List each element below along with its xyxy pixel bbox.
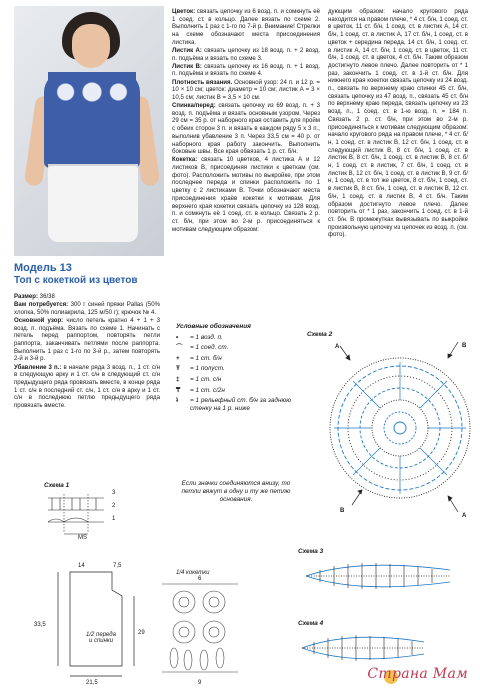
yoke-paragraph: Кокетка: связать 10 цветков, 4 листика А и 12 листиков В, присоединяя листики к цветкам (см. фото). Расположить мотивы по выкройке, при этом последнее переда и спинки расположить по 1 цветку с 2 листиками В. Точки обозначают места присоединения краёв кокетки к мотивам. Для верхнего края кокетки связать цепочку из 128 возд. п. и сомкнуть её 1 соед. ст. в кольцо. Связать 2 р. ст. б/н, при этом во 2-м р. присоединяться к мотивам следующим образом:: [172, 156, 320, 233]
treble-crochet-icon: ₸: [176, 386, 181, 394]
legend-row: • = 1 возд. п.: [176, 333, 223, 341]
slip-stitch-icon: ⌒: [176, 344, 183, 352]
yoke-quarter-diagram: [160, 580, 246, 675]
symbol-legend: [176, 323, 296, 415]
yoke-top-dim: 6: [198, 576, 202, 582]
legend-heading: Условные обозначения: [176, 323, 251, 330]
pattern-paragraph: Основной узор: число петель кратно 4 + 1 + 3 возд. п. подъёма. Вязать по схеме 1. Начинать с петель перед раппортом, повторять петли раппорта, заканчивать петлями после раппорта. Выполнить 1 раз с 1-го по 3-й р., затем повторять 2-й и 3-й р.: [14, 316, 160, 363]
text-column-3: [328, 8, 468, 239]
scheme-2-flower-diagram: [320, 340, 470, 520]
decrease-paragraph: Убавление 3 п.: в начале ряда 3 возд. п., 1 ст. с/н в следующую арку и 1 ст. с/н в следующий ст. с/н предыдущего ряда провязать вместе, в конце ряда 1 ст. с/н в последний ст. с/н, 1 ст. с/н в арку и 1 ст. с/н в последнюю петлю предыдущего ряда провязать вместе.: [14, 363, 160, 410]
pattern-schematic: [50, 562, 150, 682]
scheme-4-leaf-diagram: [296, 628, 436, 668]
yoke-continued-paragraph: дующим образом: начало кругового ряда находится на правом плече, * 4 ст. б/н, 1 соед. ст. в цветок, 11 ст. б/н, 1 соед. ст. в листик А, 14 ст. б/н, 1 соед. ст. в листик А, 17 ст. б/н, 1 соед. ст. в цветок + середина переда, 14 ст. б/н, 1 соед. ст. в листик А, 14 ст. б/н, 1 соед. ст. в цветок, 11 ст. б/н, 1 соед. ст. в цветок, 4 ст. б/н. Таким образом достигнуто левое плечо. Далее повторить от * 1 раз, закончить 1 соед. ст. в 1-й ст. б/н. Для нижнего края кокетки связать цепочку из 24 возд. п., связать по верхнему краю спинки 45 ст. б/н, связать цепочку из 47 возд. п., связать 45 ст. б/н по верхнему краю переда, связать цепочку из 23 возд. п., 1 соед. ст. в 1-ю возд. п. = 184 п. Связать 2 р. ст. б/н, при этом во 2-м р. присоединяться к мотивам следующим образом: начало кругового ряда на правом плече, * 4 ст. б/н, 1 соед. ст. в листик В, 12 ст. б/н, 1 соед. ст. в следующий листик В, 8 ст. б/н, 1 соед. ст. в листик В, 8 ст. б/н, 1 соед. ст. в листик В, 8 ст. б/н, 1 соед. ст. в листик, 7 ст. б/н, 1 соед. ст. в листик В, 12 ст. б/н, 1 соед. ст. в листик В, 9 ст. б/н, 1 соед. ст. в тот же цветок, 8 ст. б/н, 1 соед. ст. в листик В, 8 ст. б/н, 1 соед. ст. в листик В, 12 ст. б/н, 1 соед. ст. в листик В, 4 ст. б/н. Таким образом достигнуто левое плечо. Далее повторить от * 1 раз, закончить 1 соед. ст. в 1-й ст. б/н. В промежутках вывязывать по выкройке произвольную цепочку из цепочек из возд. п. (см. фото).: [328, 8, 468, 239]
text-column-2: [172, 8, 320, 234]
letter-b-bottom: B: [340, 508, 345, 514]
dim-bottom-width: 21,5: [86, 680, 98, 686]
dim-top-width: 14: [78, 563, 85, 569]
gauge-paragraph: Плотность вязания. Основной узор: 24 п. и 12 р. = 10 × 10 см; цветок: диаметр = 10 см; листик А = 3 × 10,5 см; листик В = 3,5 × 10 см.: [172, 78, 320, 101]
scheme-3-label: Схема 3: [298, 548, 324, 555]
legend-row: ₸ = 1 ст. с/2н: [176, 386, 225, 394]
dim-armhole: 7,5: [113, 563, 122, 569]
model-title: [14, 262, 174, 287]
chain-stitch-icon: •: [176, 333, 179, 341]
dim-side-height: 29: [138, 630, 145, 636]
scheme-3-leaf-diagram: [300, 556, 460, 596]
legend-row: ‡ = 1 ст. с/н: [176, 375, 222, 383]
leaf-b-paragraph: Листик В: связать цепочку из 16 возд. п. + 1 возд. п. подъёма и вязать по схеме 4.: [172, 62, 320, 78]
letter-a-bottom: A: [462, 513, 467, 519]
half-double-icon: Ŧ: [176, 365, 180, 373]
legend-row: Ŧ = 1 полуст.: [176, 365, 225, 373]
relief-stitch-icon: ʇ: [176, 397, 179, 405]
scheme-2-label: Схема 2: [307, 331, 333, 338]
letter-b-top: B: [462, 343, 467, 349]
model-name: Топ с кокеткой из цветов: [14, 275, 138, 286]
legend-row: + = 1 ст. б/н: [176, 354, 222, 362]
flower-paragraph: Цветок: связать цепочку из 6 возд. п. и сомкнуть её 1 соед. ст. в кольцо. Далее вязать по схеме 2. Выполнить 1 раз с 1-го по 7-й р. Внимание! Стрелки на схеме обозначают места присоединения листика.: [172, 8, 320, 46]
row-number-3: 3: [112, 490, 116, 496]
yoke-bottom-dim: 9: [198, 680, 202, 686]
leaf-a-paragraph: Листик А: связать цепочку из 18 возд. п. + 2 возд. п. подъёма и вязать по схеме 3.: [172, 46, 320, 62]
scheme-1-label: Схема 1: [44, 482, 70, 489]
single-crochet-icon: +: [176, 354, 180, 362]
scheme-4-label: Схема 4: [298, 620, 324, 627]
letter-a-top: A: [335, 344, 340, 350]
legend-note: Если значки соединяются внизу, то петли вяжут в одну и ту же петлю основания.: [181, 480, 291, 503]
row-number-1: 1: [112, 516, 116, 522]
model-photo: [14, 6, 164, 256]
row-number-2: 2: [112, 503, 116, 509]
dim-total-height: 33,5: [34, 622, 46, 628]
size-paragraph: Размер: 36/38: [14, 293, 55, 300]
back-front-paragraph: Спинка/перед: связать цепочку из 69 возд. п. + 3 возд. п. подъёма и вязать основным узором. Через 29 см = 35 р. от наборного края оставить для пройм с обеих сторон 3 п. и вязать в каждом ряду 5 х 3 п., выполнив убавление 3 п. Через 33,5 см = 40 р. от наборного края работу закончить. Выполнить боковые швы. Все края обвязать 1 р. ст. б/н.: [172, 102, 320, 156]
materials-paragraph: Вам потребуется: 300 г синей пряжи Pallas (50% хлопка, 50% полиакрила, 125 м/50 г); крючок № 4.: [14, 301, 161, 316]
legend-row: ʇ = 1 рельефный ст. б/н за заднюю стенку на 1 р. ниже: [176, 397, 292, 412]
model-number: Модель 13: [14, 262, 72, 274]
text-column-1: [14, 293, 160, 410]
yoke-quarter-label: 1/4 кокетки: [176, 570, 210, 576]
legend-row: ⌒ = 1 соед. ст.: [176, 344, 229, 352]
double-crochet-icon: ‡: [176, 375, 180, 383]
ms-label: MS: [78, 535, 87, 541]
watermark: Страна Мам: [367, 666, 468, 682]
half-front-back-label: 1/2 переда и спинки: [86, 632, 116, 644]
